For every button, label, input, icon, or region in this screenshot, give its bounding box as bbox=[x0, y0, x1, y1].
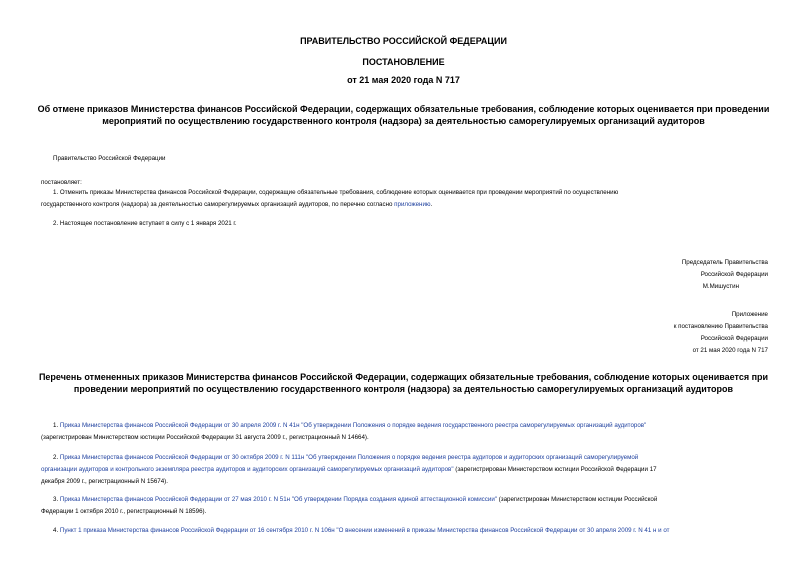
list-item-1-line-1 bbox=[41, 420, 767, 432]
order-106n-link[interactable]: Пункт 1 приказа Министерства финансов Российской Федерации от 16 сентября 2010 г. N 106н "О внесении изменений в приказы Министерства финансов Российской Федерации от 30 апреля 2009 г. N 41 н и от bbox=[59, 527, 670, 534]
signature-name: М.Мишустин bbox=[702, 283, 739, 290]
list-item-1-line-2: (зарегистрирован Министерством юстиции Российской Федерации 31 августа 2009 г., регистрационный N 14664). bbox=[41, 434, 369, 441]
list-title-line-2: проведении мероприятий по осуществлению государственного контроля (надзора) за деятельностью саморегулируемых организаций аудиторов bbox=[73, 384, 734, 394]
appendix-ref-line-2: к постановлению Правительства bbox=[673, 323, 768, 330]
appendix-ref-line-3: Российской Федерации bbox=[700, 335, 768, 342]
item-1-period: . bbox=[430, 201, 433, 208]
doc-type-heading: ПОСТАНОВЛЕНИЕ bbox=[362, 57, 445, 67]
list-item-1 bbox=[41, 420, 767, 444]
signature-line-2: Российской Федерации bbox=[700, 271, 768, 278]
appendix-ref-line-1: Приложение bbox=[731, 311, 768, 318]
list-item-4 bbox=[41, 525, 791, 537]
list-title-line-1: Перечень отмененных приказов Министерства финансов Российской Федерации, содержащих обязательные требования, соблюдение которых оценивается при bbox=[38, 372, 769, 382]
list-item-2-registration: (зарегистрирован Министерством юстиции Российской Федерации 17 bbox=[453, 466, 657, 473]
order-111n-link-cont[interactable]: организации аудиторов и контрольного экземпляра реестра аудиторов и аудиторских организаций саморегулируемых организаций аудиторов" bbox=[41, 466, 454, 473]
doc-date: от 21 мая 2020 года N 717 bbox=[347, 75, 460, 85]
list-item-3 bbox=[41, 494, 767, 518]
list-item-1-number: 1. bbox=[53, 422, 60, 429]
list-item-4-line-1 bbox=[41, 525, 791, 537]
signature-line-1: Председатель Правительства bbox=[681, 259, 768, 266]
order-51n-link[interactable]: Приказ Министерства финансов Российской Федерации от 27 мая 2010 г. N 51н "Об утверждении Порядка создания единой аттестационной комиссии" bbox=[59, 496, 497, 503]
item-1-line-1: 1. Отменить приказы Министерства финансов Российской Федерации, содержащие обязательные требования, соблюдение которых оценивается при проведении мероприятий по осуществлению bbox=[53, 189, 619, 196]
list-item-2-line-2 bbox=[41, 464, 767, 476]
signature-block bbox=[560, 257, 768, 293]
list-item-3-number: 3. bbox=[53, 496, 60, 503]
list-item-2-line-1 bbox=[41, 452, 767, 464]
list-item-2 bbox=[41, 452, 767, 488]
item-1 bbox=[41, 187, 767, 211]
order-111n-link[interactable]: Приказ Министерства финансов Российской Федерации от 30 октября 2009 г. N 111н "Об утверждении Положения о порядке ведения реестра аудиторов и аудиторских организаций саморегулируемой bbox=[59, 454, 639, 461]
item-1-line-2 bbox=[41, 199, 767, 211]
appendix-ref-line-4: от 21 мая 2020 года N 717 bbox=[692, 347, 768, 354]
list-title bbox=[0, 371, 807, 395]
appendix-reference bbox=[560, 309, 768, 357]
doc-title-line-2: мероприятий по осуществлению государственного контроля (надзора) за деятельностью саморегулируемых организаций аудиторов bbox=[102, 116, 705, 126]
item-1-text: государственного контроля (надзора) за деятельностью саморегулируемых организаций аудиторов, по перечню согласно bbox=[41, 201, 395, 208]
list-item-3-line-2: Федерации 1 октября 2010 г., регистрационный N 18596). bbox=[41, 508, 207, 515]
list-item-3-line-1 bbox=[41, 494, 767, 506]
order-41n-link[interactable]: Приказ Министерства финансов Российской Федерации от 30 апреля 2009 г. N 41н "Об утверждении Положения о порядке ведения государственного реестра саморегулируемых организаций аудиторов" bbox=[59, 422, 647, 429]
appendix-link[interactable]: приложению bbox=[394, 201, 431, 208]
list-item-3-registration: (зарегистрирован Министерством юстиции Российской bbox=[496, 496, 658, 503]
government-heading: ПРАВИТЕЛЬСТВО РОССИЙСКОЙ ФЕДЕРАЦИИ bbox=[300, 36, 507, 46]
issuer: Правительство Российской Федерации bbox=[53, 155, 166, 162]
decrees-word: постановляет: bbox=[41, 179, 82, 186]
list-item-4-number: 4. bbox=[53, 527, 60, 534]
list-item-2-number: 2. bbox=[53, 454, 60, 461]
list-item-2-line-3: декабря 2009 г., регистрационный N 15674). bbox=[41, 478, 168, 485]
doc-title bbox=[0, 103, 807, 127]
doc-title-line-1: Об отмене приказов Министерства финансов Российской Федерации, содержащих обязательные требования, соблюдение которых оценивается при проведении bbox=[37, 104, 770, 114]
item-2: 2. Настоящее постановление вступает в силу с 1 января 2021 г. bbox=[53, 220, 237, 227]
